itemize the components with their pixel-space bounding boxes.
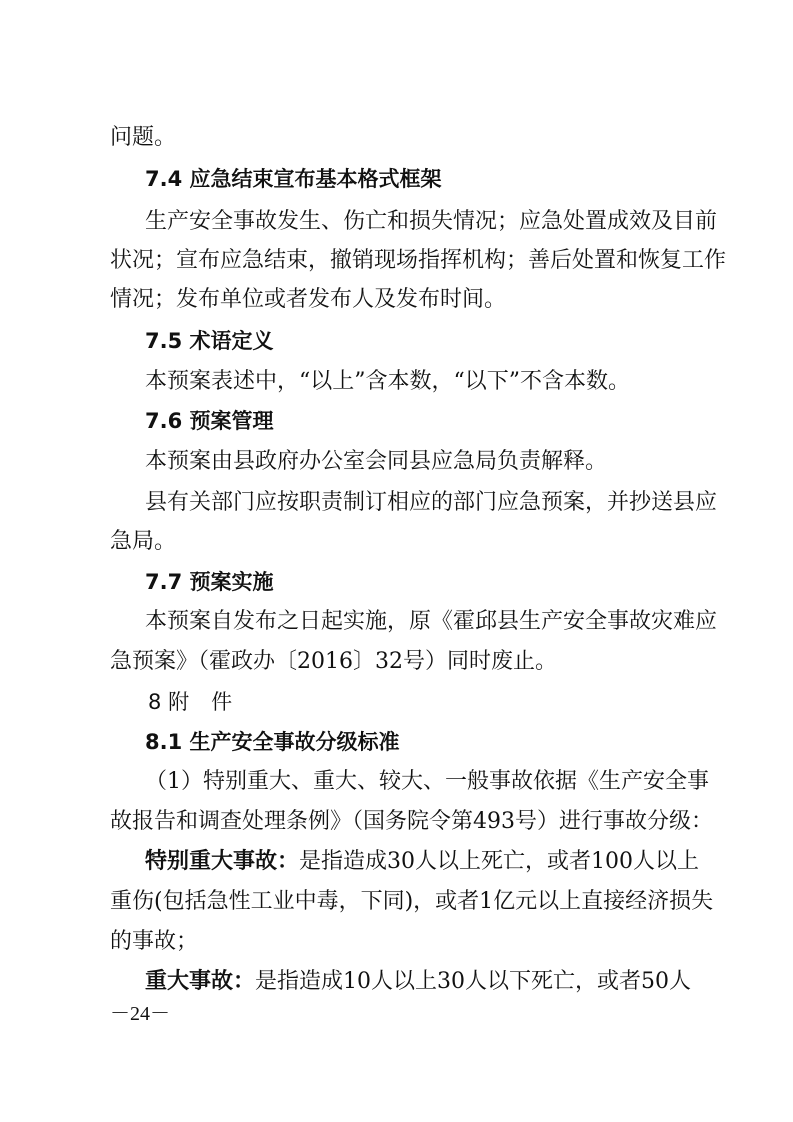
paragraph-line: 的事故；	[110, 929, 199, 954]
section-heading-7-4: 7.4 应急结束宣布基本格式框架	[145, 167, 442, 191]
term-definition: 是指造成10人以上30人以下死亡，或者50人	[255, 969, 691, 994]
paragraph-line: 急局。	[110, 529, 177, 554]
paragraph-line: 急预案》（霍政办〔2016〕32号）同时废止。	[110, 649, 557, 674]
term-label: 重大事故：	[145, 969, 256, 994]
section-number: 8	[148, 690, 162, 714]
paragraph-line	[145, 966, 691, 998]
paragraph-line: 状况；宣布应急结束，撤销现场指挥机构；善后处置和恢复工作	[110, 248, 727, 273]
paragraph-line: 情况；发布单位或者发布人及发布时间。	[110, 287, 507, 312]
paragraph-line: （1）特别重大、重大、较大、一般事故依据《生产安全事	[145, 769, 709, 794]
section-heading-7-5: 7.5 术语定义	[145, 329, 274, 353]
page-number: －24－	[110, 1003, 170, 1025]
term-definition: 是指造成30人以上死亡，或者100人以上	[299, 849, 700, 874]
paragraph-line: 县有关部门应按职责制订相应的部门应急预案，并抄送县应	[145, 490, 718, 515]
paragraph-line: 故报告和调查处理条例》（国务院令第493号）进行事故分级：	[110, 809, 713, 834]
section-heading-8-1: 8.1 生产安全事故分级标准	[145, 730, 400, 754]
paragraph-line: 本预案表述中，“以上”含本数，“以下”不含本数。	[145, 369, 630, 394]
term-label: 特别重大事故：	[145, 849, 300, 874]
section-title-part: 件	[211, 690, 233, 714]
paragraph-line	[145, 846, 699, 878]
paragraph-line: 本预案由县政府办公室会同县应急局负责解释。	[145, 449, 608, 474]
section-heading-7-7: 7.7 预案实施	[145, 570, 274, 594]
paragraph-line: 重伤(包括急性工业中毒，下同)，或者1亿元以上直接经济损失	[110, 889, 714, 914]
section-title-part: 附	[168, 690, 190, 714]
paragraph-line: 问题。	[110, 125, 177, 150]
section-heading-7-6: 7.6 预案管理	[145, 409, 274, 433]
paragraph-line: 本预案自发布之日起实施，原《霍邱县生产安全事故灾难应	[145, 609, 718, 634]
section-heading-8	[148, 686, 232, 718]
paragraph-line: 生产安全事故发生、伤亡和损失情况；应急处置成效及目前	[145, 209, 718, 234]
